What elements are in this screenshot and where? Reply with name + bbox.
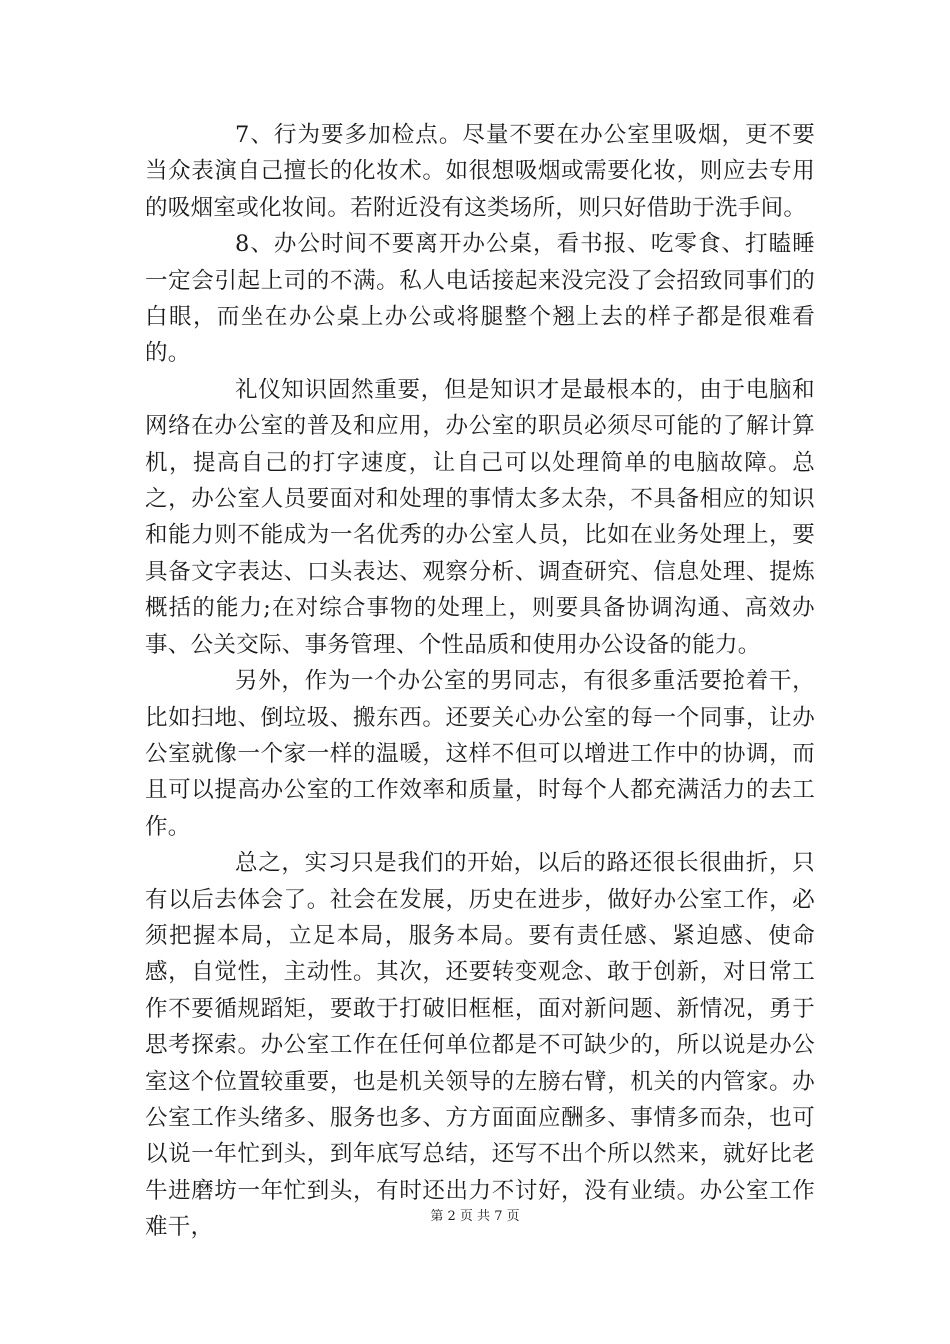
paragraph-summary: 总之，实习只是我们的开始，以后的路还很长很曲折，只有以后去体会了。社会在发展，历史在进步，做好办公室工作，必须把握本局，立足本局，服务本局。要有责任感、紧迫感、使命感，自觉性，主动性。其次，还要转变观念、敢于创新，对日常工作不要循规蹈矩，要敢于打破旧框框，面对新问题、新情况，勇于思考探索。办公室工作在任何单位都是不可缺少的，所以说是办公室这个位置较重要，也是机关领导的左膀右臂，机关的内管家。办公室工作头绪多、服务也多、方方面面应酬多、事情多而杂，也可以说一年忙到头，到年底写总结，还写不出个所以然来，就好比老牛进磨坊一年忙到头，有时还出力不讨好，没有业绩。办公室工作难干， (145, 850, 815, 1241)
page-number-footer: 第 2 页 共 7 页 (430, 1209, 520, 1224)
document-body (145, 117, 815, 1246)
paragraph-male-colleague: 另外，作为一个办公室的男同志，有很多重活要抢着干，比如扫地、倒垃圾、搬东西。还要关心办公室的每一个同事，让办公室就像一个家一样的温暖，这样不但可以增进工作中的协调，而且可以提高办公室的工作效率和质量，时每个人都充满活力的去工作。 (145, 668, 815, 840)
paragraph-knowledge: 礼仪知识固然重要，但是知识才是最根本的，由于电脑和网络在办公室的普及和应用，办公室的职员必须尽可能的了解计算机，提高自己的打字速度，让自己可以处理简单的电脑故障。总之，办公室人员要面对和处理的事情太多太杂，不具备相应的知识和能力则不能成为一名优秀的办公室人员，比如在业务处理上，要具备文字表达、口头表达、观察分析、调查研究、信息处理、提炼概括的能力;在对综合事物的处理上，则要具备协调沟通、高效办事、公关交际、事务管理、个性品质和使用办公设备的能力。 (145, 376, 815, 658)
paragraph-rule-8: 8、办公时间不要离开办公桌，看书报、吃零食、打瞌睡一定会引起上司的不满。私人电话接起来没完没了会招致同事们的白眼，而坐在办公桌上办公或将腿整个翘上去的样子都是很难看的。 (145, 231, 815, 367)
paragraph-rule-7: 7、行为要多加检点。尽量不要在办公室里吸烟，更不要当众表演自己擅长的化妆术。如很想吸烟或需要化妆，则应去专用的吸烟室或化妆间。若附近没有这类场所，则只好借助于洗手间。 (145, 122, 815, 221)
